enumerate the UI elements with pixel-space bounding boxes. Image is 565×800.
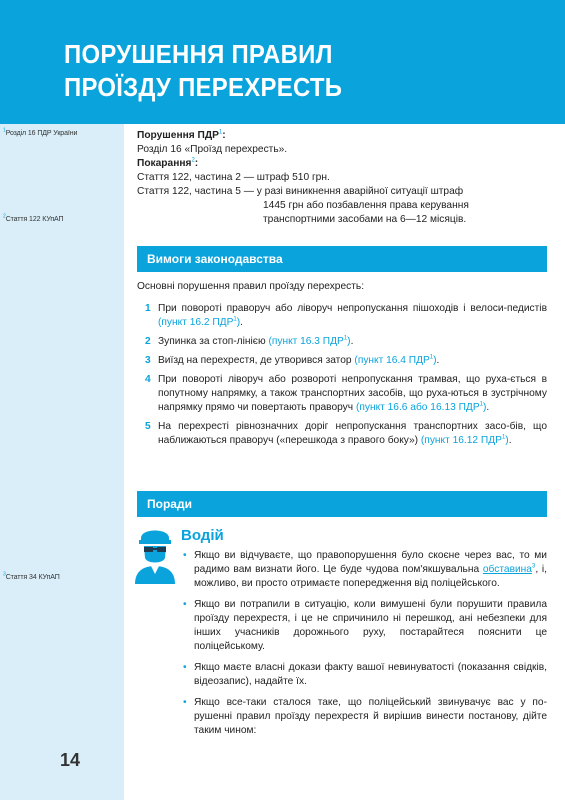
tips-heading: Поради <box>137 491 547 517</box>
sidenote-1: $^1$Розділ 16 ПДР України <box>3 127 78 137</box>
circumstance-link[interactable]: обставина <box>482 564 532 575</box>
driver-heading: Водій <box>181 527 224 544</box>
penalty-line-2: Стаття 122, частина 5 — у разі виникнення аварійної ситуації штраф <box>137 186 464 197</box>
penalty-heading: Покарання$^2$: <box>137 157 199 169</box>
requirements-section <box>137 280 547 453</box>
page-title <box>64 38 342 104</box>
requirements-heading: Вимоги законодавства <box>137 246 547 272</box>
penalty-line-4: транспортними засобами на 6—12 місяців. <box>263 214 467 225</box>
requirement-item: 4 При повороті ліворуч або розвороті непропускання трамвая, що руха-ється в попутному напрямку, а також транспортних засобів, що руха-ються в зустрічному напрямку прямо чи повертають праворуч (пункт 16.6 або 16.13 ПДР$^1$). <box>145 374 547 413</box>
penalty-line-1: Стаття 122, частина 2 — штраф 510 грн. <box>137 172 330 183</box>
requirement-item: 3 Виїзд на перехрестя, де утворився затор (пункт 16.4 ПДР$^1$). <box>145 354 440 366</box>
tip-item: • Якщо все-таки сталося таке, що поліцейський звинувачує вас у по-рушенні правил проїзду перехрестя й вирішив винести постанову, дійте таким чином: <box>183 697 547 736</box>
sidenote-2: $^2$Стаття 122 КУпАП <box>3 213 64 223</box>
requirement-item: 5 На перехресті рівнозначних доріг непропускання транспортних засо-бів, що наближаються праворуч («перешкода з правого боку») (пункт 16.12 ПДР$^1$). <box>145 421 547 446</box>
intro-block <box>137 129 547 227</box>
violation-heading: Порушення ПДР$^1$: <box>137 129 226 141</box>
tip-item: • Якщо ви відчуваєте, що правопорушення було скоєне через вас, то ми радимо вам визнати його. Це буде чудова пом'якшувальна обставина$^3$, і, можливо, ви просто отримаєте попередження від поліцейського. <box>183 550 547 589</box>
tip-item: • Якщо ви потрапили в ситуацію, коли вимушені були порушити правила проїзду перехрестя, і це не спричинило ні перешкод, ані небезпеки для інших учасників дорожнього руху, постарайтеся пояснити це поліцейському. <box>183 599 547 652</box>
requirement-item: 2 Зупинка за стоп-лінією (пункт 16.3 ПДР$^1$). <box>145 335 354 347</box>
sidenote-3: $^3$Стаття 34 КУпАП <box>3 571 60 581</box>
violation-text: Розділ 16 «Проїзд перехресть». <box>137 144 288 155</box>
tips-list <box>181 549 547 738</box>
sidenote-column <box>0 124 124 800</box>
requirements-lead: Основні порушення правил проїзду перехресть: <box>137 281 365 292</box>
driver-avatar-icon <box>133 524 177 584</box>
tip-item: • Якщо маєте власні докази факту вашої невинуватості (показання свідків, відеозапис), надайте їх. <box>183 662 547 687</box>
requirements-list <box>137 302 547 448</box>
title-line-2: ПРОЇЗДУ ПЕРЕХРЕСТЬ <box>64 72 343 102</box>
penalty-line-3: 1445 грн або позбавлення права керування <box>263 200 469 211</box>
requirement-item: 1 При повороті праворуч або ліворуч непропускання пішоходів і велоси-педистів (пункт 16.2 ПДР$^1$). <box>145 303 547 328</box>
page-number: 14 <box>60 750 81 770</box>
tips-section <box>181 549 547 745</box>
title-line-1: ПОРУШЕННЯ ПРАВИЛ <box>64 39 333 69</box>
